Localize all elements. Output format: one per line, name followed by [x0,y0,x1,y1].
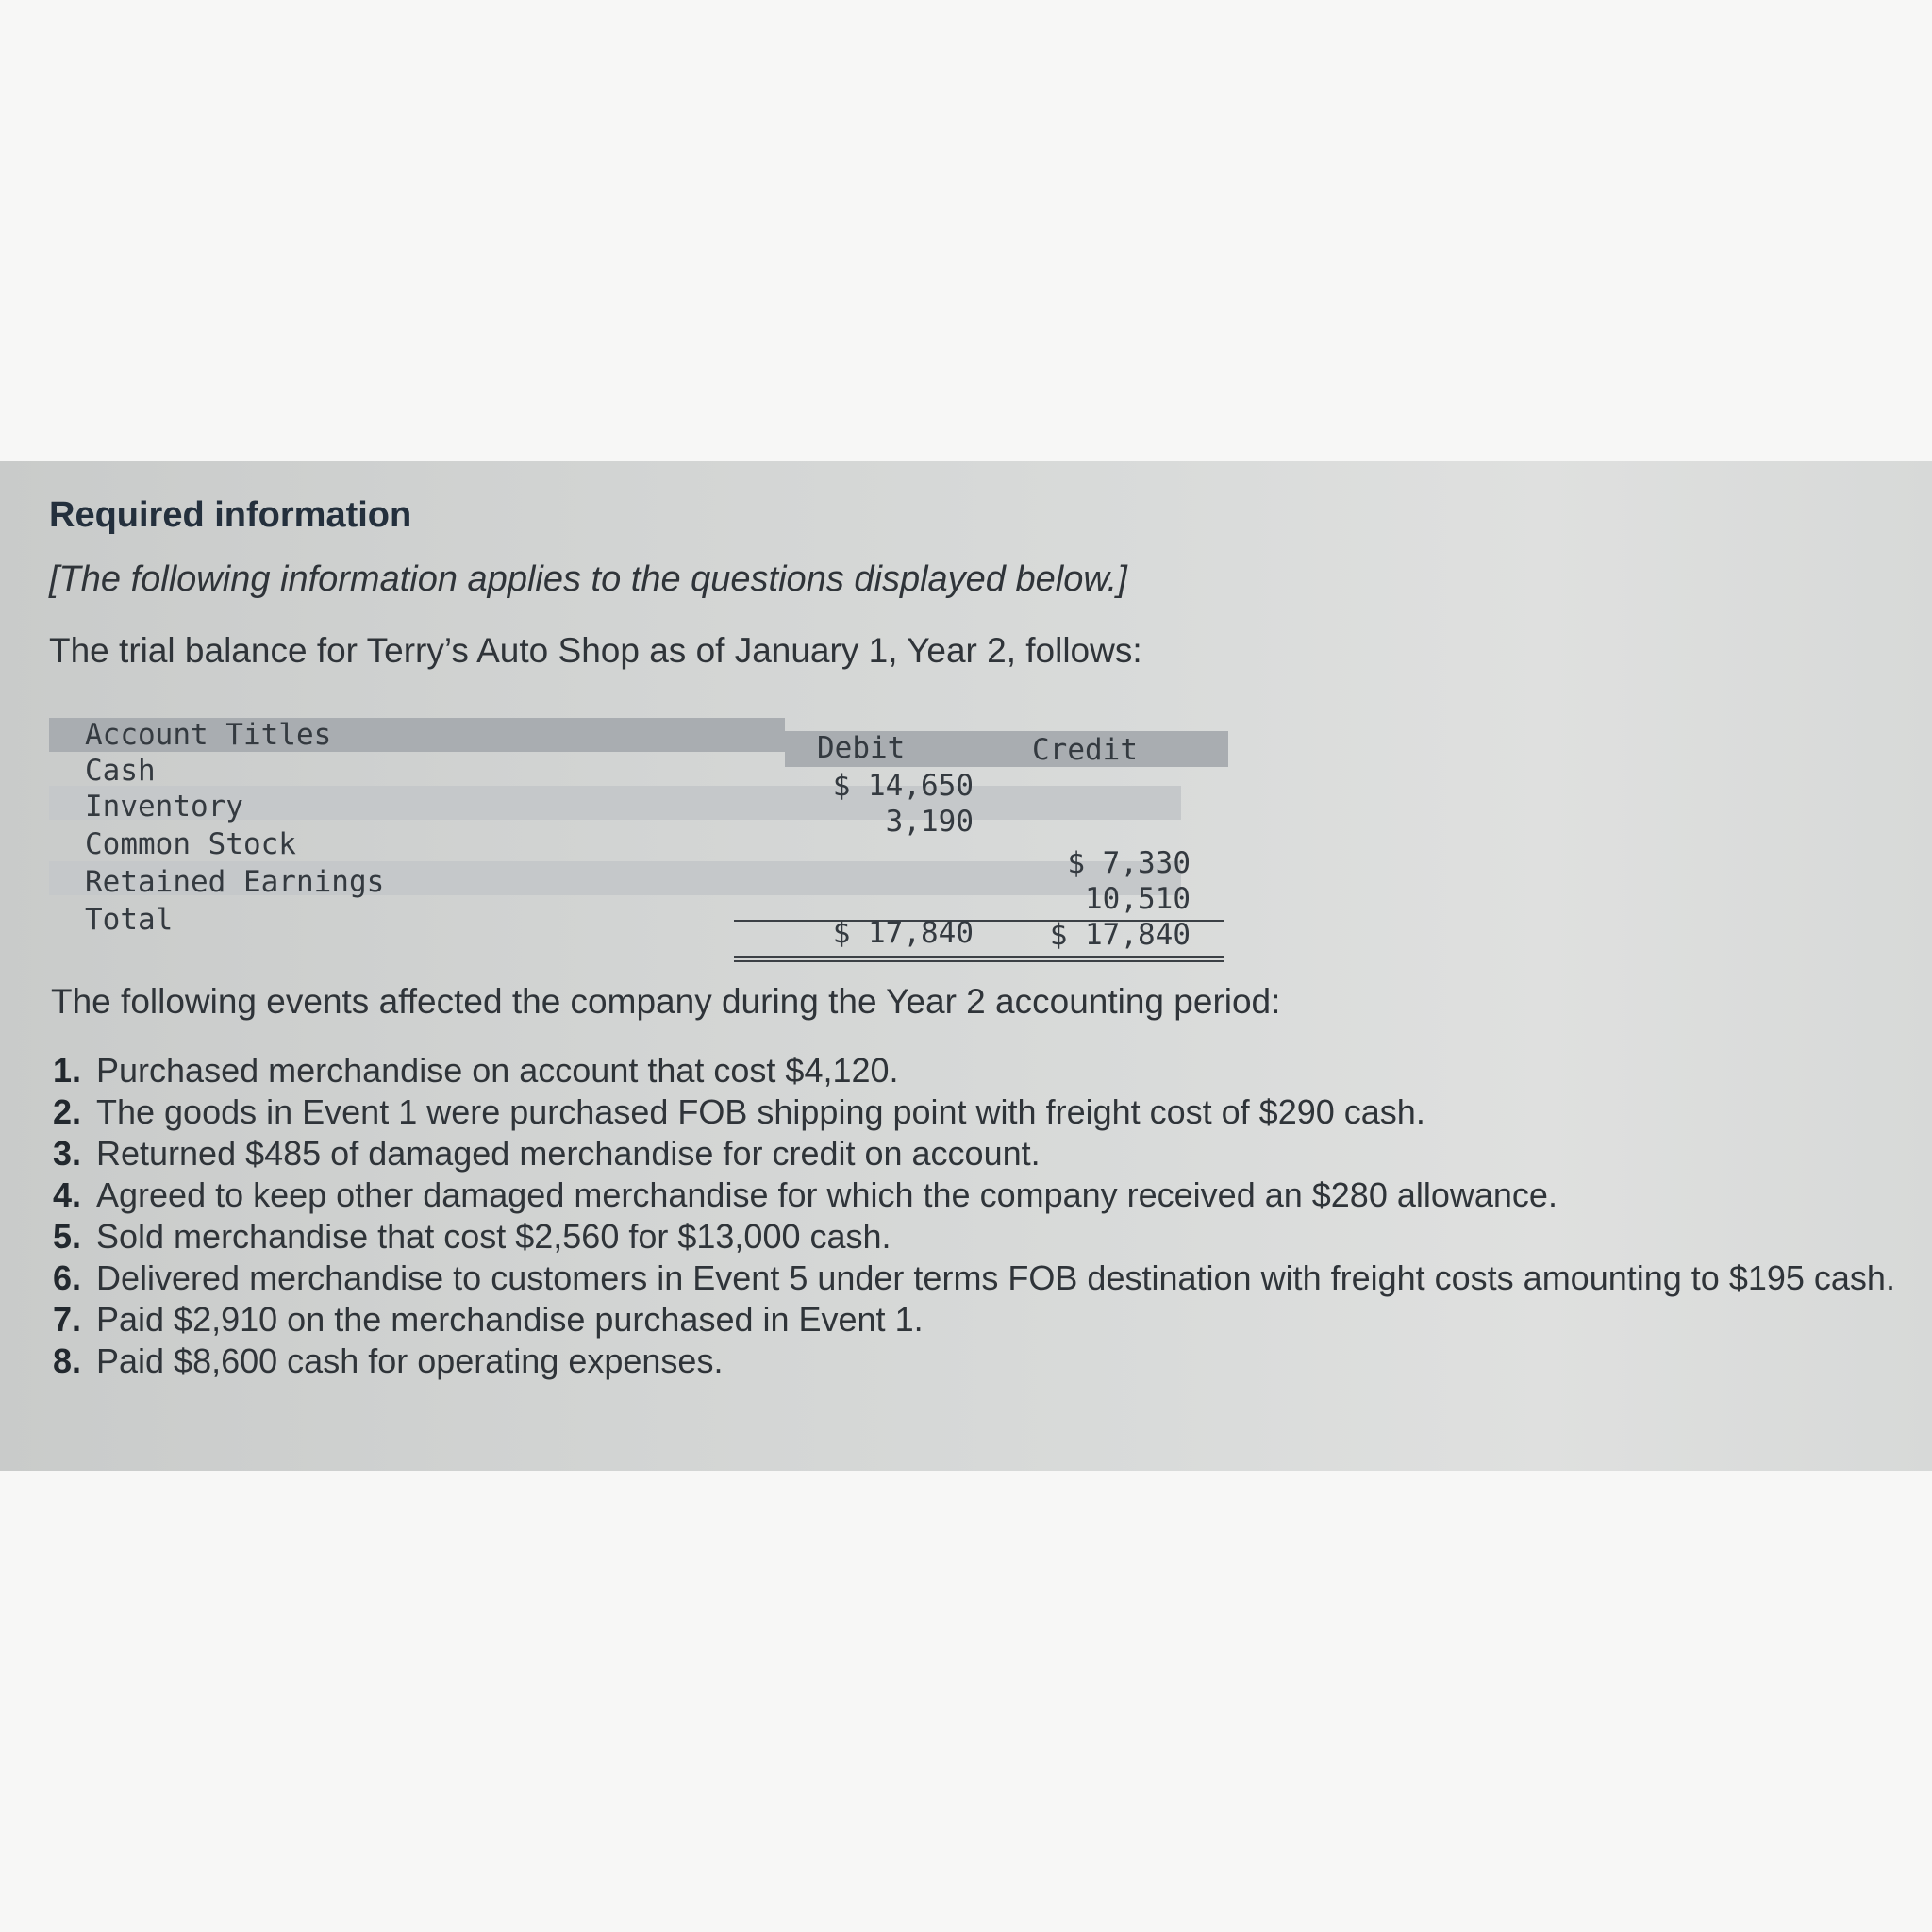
account-retained-earnings: Retained Earnings [85,865,385,899]
document-photo [0,461,1932,1471]
header-debit: Debit [817,731,906,765]
debit-inventory: 3,190 [885,805,974,839]
required-information-title: Required information [49,495,412,535]
event-text: Purchased merchandise on account that cost $4,120. [96,1051,899,1090]
event-number: 6. [53,1258,82,1297]
event-number: 1. [53,1051,82,1090]
list-item [53,1174,1902,1216]
events-list [53,1050,1902,1382]
event-number: 7. [53,1300,82,1339]
header-account-titles: Account Titles [85,718,332,752]
credit-total: $ 17,840 [1049,918,1191,952]
list-item [53,1091,1902,1133]
event-text: Sold merchandise that cost $2,560 for $13,000 cash. [96,1217,891,1256]
event-number: 3. [53,1134,82,1173]
event-text: Paid $2,910 on the merchandise purchased in Event 1. [96,1300,924,1339]
event-number: 8. [53,1341,82,1380]
header-credit: Credit [1032,733,1138,767]
event-text: Delivered merchandise to customers in Event 5 under terms FOB destination with freight costs amounting to $195 cash. [96,1258,1895,1297]
debit-cash: $ 14,650 [832,769,974,803]
list-item [53,1299,1902,1341]
list-item [53,1050,1902,1091]
list-item [53,1257,1902,1299]
debit-total: $ 17,840 [832,916,974,950]
applies-note: [The following information applies to the questions displayed below.] [49,559,1127,599]
list-item [53,1341,1902,1382]
credit-retained-earnings: 10,510 [1085,882,1191,916]
list-item [53,1216,1902,1257]
double-rule-top [734,956,1224,958]
account-common-stock: Common Stock [85,827,296,861]
event-text: Agreed to keep other damaged merchandise for which the company received an $280 allowance. [96,1175,1557,1214]
trial-balance-intro: The trial balance for Terry’s Auto Shop as of January 1, Year 2, follows: [49,631,1142,670]
account-total: Total [85,903,174,937]
trial-balance-table [49,718,1191,963]
event-text: The goods in Event 1 were purchased FOB shipping point with freight cost of $290 cash. [96,1092,1425,1131]
double-rule-bottom [734,960,1224,962]
event-text: Paid $8,600 cash for operating expenses. [96,1341,724,1380]
credit-common-stock: $ 7,330 [1067,846,1191,880]
list-item [53,1133,1902,1174]
event-number: 4. [53,1175,82,1214]
account-inventory: Inventory [85,790,243,824]
event-number: 5. [53,1217,82,1256]
events-intro: The following events affected the company during the Year 2 accounting period: [51,982,1281,1021]
event-text: Returned $485 of damaged merchandise for credit on account. [96,1134,1041,1173]
event-number: 2. [53,1092,82,1131]
account-cash: Cash [85,754,156,788]
